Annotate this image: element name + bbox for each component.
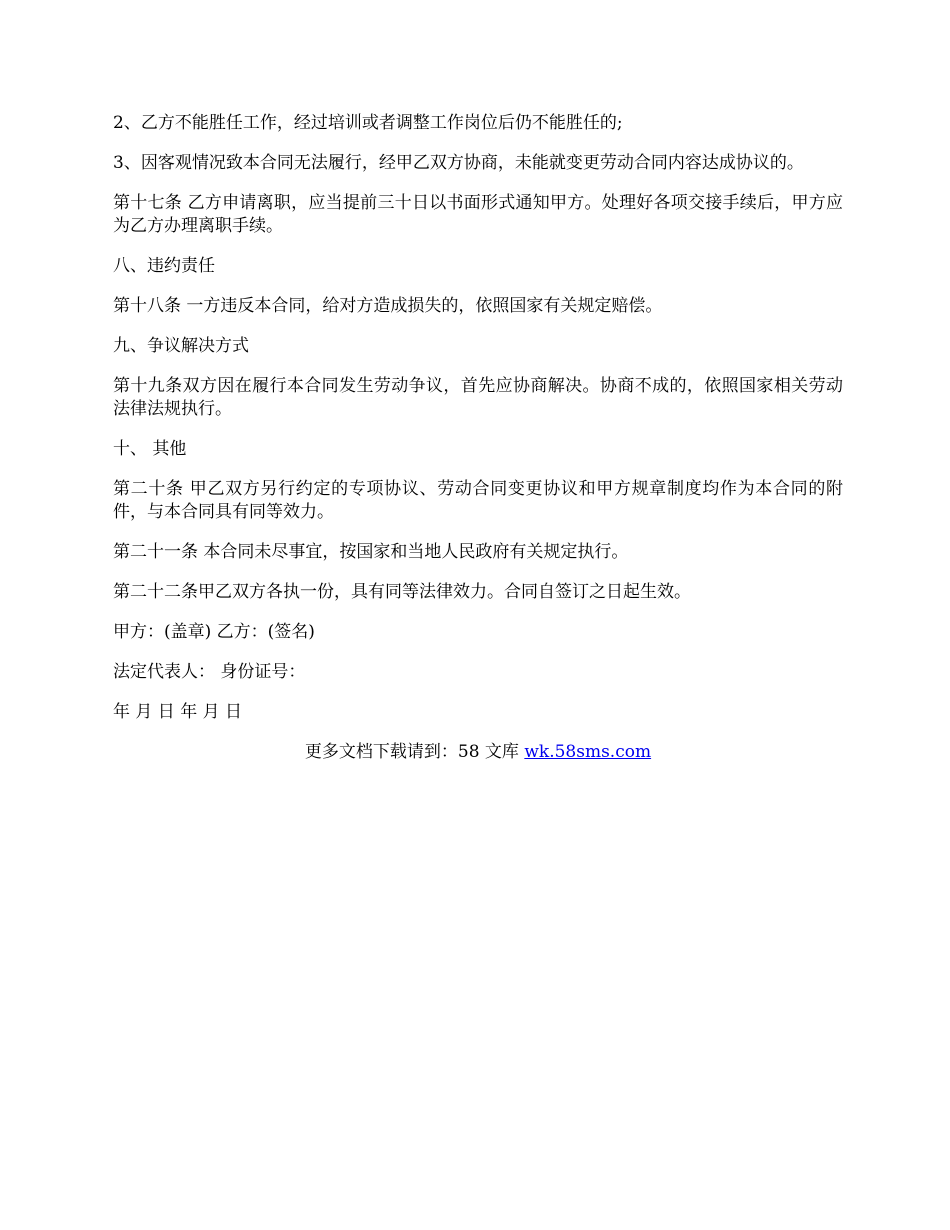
paragraph-article-20: 第二十条 甲乙双方另行约定的专项协议、劳动合同变更协议和甲方规章制度均作为本合同的附件，与本合同具有同等效力。 xyxy=(113,479,843,522)
signature-parties-line: 甲方：(盖章) 乙方：(签名) xyxy=(113,622,315,642)
paragraph-clause-3: 3、因客观情况致本合同无法履行，经甲乙双方协商，未能就变更劳动合同内容达成协议的。 xyxy=(113,153,804,173)
download-footer xyxy=(113,741,843,764)
paragraph-clause-2: 2、乙方不能胜任工作，经过培训或者调整工作岗位后仍不能胜任的; xyxy=(113,113,623,133)
footer-link[interactable]: wk.58sms.com xyxy=(524,742,652,762)
paragraph-article-18: 第十八条 一方违反本合同，给对方造成损失的，依照国家有关规定赔偿。 xyxy=(113,296,663,316)
section-heading-liability: 八、违约责任 xyxy=(113,256,215,276)
document-body xyxy=(113,112,843,764)
signature-representative-line: 法定代表人： 身份证号： xyxy=(113,662,306,682)
section-heading-other: 十、 其他 xyxy=(113,439,187,459)
section-heading-dispute: 九、争议解决方式 xyxy=(113,336,249,356)
footer-text: 更多文档下载请到：58 文库 xyxy=(304,742,525,762)
paragraph-article-17: 第十七条 乙方申请离职，应当提前三十日以书面形式通知甲方。处理好各项交接手续后，甲方应为乙方办理离职手续。 xyxy=(113,193,843,236)
paragraph-article-21: 第二十一条 本合同未尽事宜，按国家和当地人民政府有关规定执行。 xyxy=(113,542,629,562)
paragraph-article-19: 第十九条双方因在履行本合同发生劳动争议，首先应协商解决。协商不成的，依照国家相关劳动法律法规执行。 xyxy=(113,376,843,419)
paragraph-article-22: 第二十二条甲乙双方各执一份，具有同等法律效力。合同自签订之日起生效。 xyxy=(113,582,691,602)
signature-date-line: 年 月 日 年 月 日 xyxy=(113,702,243,722)
